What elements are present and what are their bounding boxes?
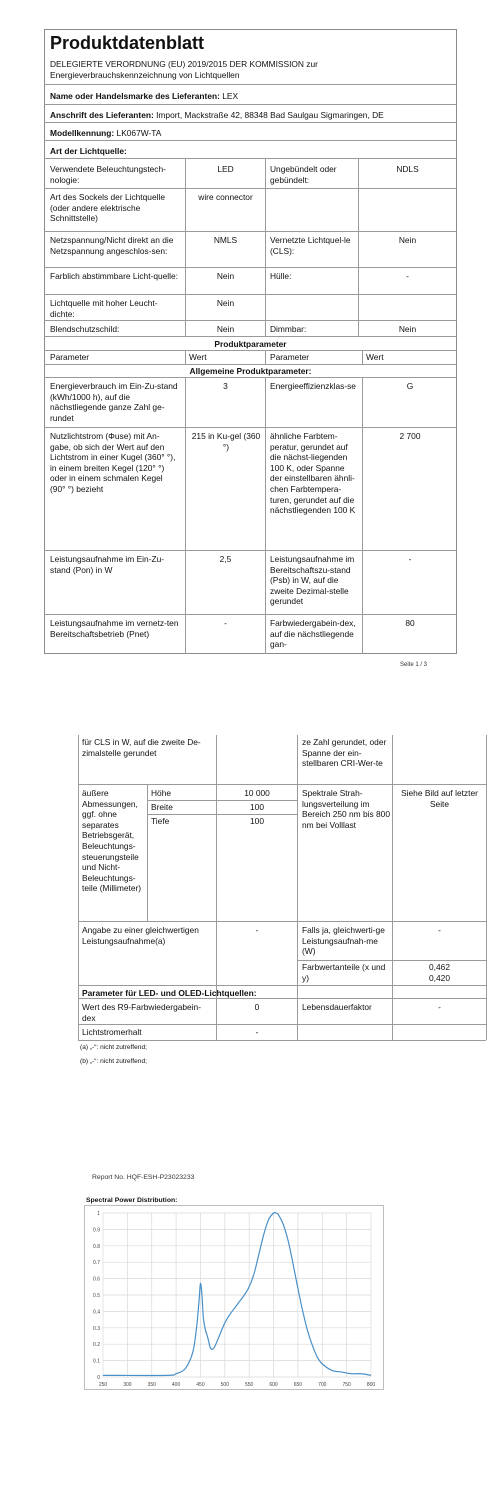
chromaticity-x: 0,462 — [429, 962, 450, 972]
y-tick-label: 0.1 — [93, 1358, 100, 1365]
cct-label: ähnliche Farbtem-peratur, gerundet auf die nächst-liegenden 100 K, oder Spanne der einstellbaren ähnli-chen Farbtempera-turen, gerundet auf die nächstliegenden 100 K — [270, 431, 356, 516]
col-value-header: Wert — [189, 352, 207, 362]
beam-label: Ungebündelt oder gebündelt: — [270, 164, 337, 185]
supplier-value: LEX — [222, 91, 239, 101]
r9-label: Wert des R9-Farbwiedergabein-dex — [82, 1002, 202, 1023]
envelope-value: - — [406, 271, 409, 281]
x-tick-label: 350 — [147, 1382, 156, 1388]
mains-label: Netzspannung/Nicht direkt an die Netzspannung angeschlos-sen: — [50, 235, 174, 256]
efficiency-class-label: Energieeffizienzklas-se — [270, 381, 356, 391]
lumen-maintenance-label: Lichtstromerhalt — [82, 1027, 142, 1037]
model-label: Modellkennung: — [50, 128, 115, 138]
address-row — [50, 110, 450, 121]
depth-label: Tiefe — [151, 816, 170, 826]
standby-power-value: - — [408, 554, 412, 564]
x-tick-label: 450 — [196, 1382, 205, 1388]
y-tick-label: 0.6 — [93, 1276, 100, 1283]
lightsource-type-label: Art der Lichtquelle: — [50, 146, 127, 156]
regulation-text: DELEGIERTE VERORDNUNG (EU) 2019/2015 DER KOMMISSION zur Energieverbrauchskennzeichnung von Lichtquellen — [50, 59, 318, 80]
socket-value: wire connector — [198, 192, 253, 202]
col-param-header-2: Parameter — [270, 352, 310, 362]
led-params-header: Parameter für LED- und OLED-Lichtquellen: — [82, 988, 257, 998]
spectral-power-chart — [84, 1205, 384, 1390]
on-mode-power-value: 2,5 — [219, 554, 232, 564]
y-tick-label: 0 — [97, 1375, 100, 1381]
x-tick-label: 600 — [269, 1382, 278, 1388]
x-tick-label: 400 — [171, 1382, 181, 1388]
cri-continued: ze Zahl gerundet, oder Spanne der ein-stellbaren CRI-Wer-te — [302, 737, 387, 769]
spectral-value: Siehe Bild auf letzter Seite — [401, 788, 478, 809]
model-row — [50, 128, 450, 139]
socket-label: Art des Sockels der Lichtquelle (oder andere elektrische Schnittstelle) — [50, 192, 165, 224]
high-luminance-value: Nein — [216, 298, 235, 308]
x-tick-label: 500 — [220, 1382, 229, 1388]
chart-title: Spectral Power Distribution: — [86, 1197, 178, 1204]
cct-value: 2 700 — [399, 431, 421, 441]
footnote-b: (b) „-“: nicht zutreffend; — [80, 1058, 147, 1065]
on-mode-power-label: Leistungsaufnahme im Ein-Zu-stand (Pon) in W — [50, 554, 165, 575]
page-title: Produktdatenblatt — [50, 33, 205, 53]
x-tick-label: 750 — [342, 1382, 351, 1388]
dimmable-label: Dimmbar: — [270, 324, 307, 334]
energy-consumption-value: 3 — [223, 381, 228, 391]
footnote-a: (a) „-“: nicht zutreffend; — [80, 1044, 147, 1051]
survival-factor-value: - — [438, 1002, 441, 1012]
mains-value: NMLS — [213, 235, 238, 245]
x-tick-label: 250 — [98, 1382, 108, 1388]
col-value-header-2: Wert — [366, 352, 384, 362]
y-tick-label: 0.3 — [93, 1325, 100, 1332]
depth-value: 100 — [250, 816, 264, 826]
survival-factor-label: Lebensdauerfaktor — [302, 1002, 372, 1012]
y-tick-label: 0.7 — [93, 1260, 100, 1267]
width-value: 100 — [250, 802, 264, 812]
y-tick-label: 0.4 — [93, 1309, 100, 1316]
tech-value: LED — [217, 164, 234, 174]
y-tick-label: 0.8 — [93, 1243, 100, 1250]
equivalent-power-2-label: Falls ja, gleichwerti-ge Leistungsaufnah-me (W) — [302, 925, 385, 957]
lumen-maintenance-value: - — [255, 1027, 259, 1037]
x-tick-label: 550 — [245, 1382, 254, 1388]
height-value: 10 000 — [244, 788, 270, 798]
y-tick-label: 1 — [97, 1211, 100, 1217]
equivalent-power-2-value: - — [438, 925, 441, 935]
model-value: LK067W-TA — [116, 128, 162, 138]
report-number: Report No. HQF-ESH-P23023233 — [92, 1174, 195, 1181]
width-label: Breite — [151, 802, 173, 812]
x-tick-label: 300 — [123, 1382, 132, 1388]
y-tick-label: 0.9 — [93, 1227, 100, 1234]
supplier-label: Name oder Handelsmarke des Lieferanten: — [50, 91, 220, 101]
chart-frame — [85, 1206, 384, 1390]
address-label: Anschrift des Lieferanten: — [50, 110, 154, 120]
dimensions-label: äußere Abmessungen, ggf. ohne separates Betriebsgerät, Beleuchtungs-steuerungsteile und Nicht-Beleuchtungs-teile (Millimeter) — [82, 788, 142, 894]
standby-power-label: Leistungsaufnahme im Bereitschaftszu-stand (Psb) in W, auf die zweite Dezimal-stelle gerundet — [270, 554, 355, 607]
tech-label: Verwendete Beleuchtungstech-nologie: — [50, 164, 166, 185]
page-number: Seite 1 / 3 — [400, 662, 428, 668]
r9-value: 0 — [254, 1002, 260, 1012]
dimmable-value: Nein — [398, 324, 417, 334]
equivalent-power-value: - — [255, 925, 259, 935]
chromaticity-label: Farbwertanteile (x und y) — [302, 962, 386, 983]
y-tick-label: 0.2 — [93, 1342, 100, 1349]
networked-standby-value: - — [224, 618, 227, 628]
efficiency-class-value: G — [406, 381, 414, 391]
cri-label: Farbwiedergabein-dex, auf die nächstliegende gan- — [270, 618, 356, 650]
x-tick-label: 800 — [366, 1382, 376, 1388]
cls-standby-continued: für CLS in W, auf die zweite De-zimalstelle gerundet — [82, 737, 201, 758]
general-params-header: Allgemeine Produktparameter: — [189, 366, 312, 376]
x-tick-label: 700 — [318, 1382, 327, 1388]
x-tick-label: 650 — [293, 1382, 303, 1388]
networked-standby-label: Leistungsaufnahme im vernetz-ten Bereitschaftsbetrieb (Pnet) — [50, 618, 179, 639]
product-params-header: Produktparameter — [214, 339, 287, 349]
luminous-flux-value: 215 in Ku-gel (360 °) — [191, 431, 261, 452]
height-label: Höhe — [151, 788, 172, 798]
beam-value: NDLS — [396, 164, 419, 174]
tunable-value: Nein — [216, 271, 235, 281]
luminous-flux-label: Nutzlichtstrom (Φuse) mit An-gabe, ob sich der Wert auf den Lichtstrom in einer Kugel (360° °), in einem breiten Kegel (120° °) oder in einem schmalen Kegel (90° °) bezieht — [50, 431, 176, 494]
chromaticity-y: 0,420 — [429, 973, 450, 983]
spectral-label: Spektrale Strah-lungsverteilung im Bereich 250 nm bis 800 nm bei Volllast — [302, 788, 390, 830]
envelope-label: Hülle: — [270, 271, 292, 281]
cls-value: Nein — [398, 235, 417, 245]
address-value: Import, Mackstraße 42, 88348 Bad Saulgau Sigmaringen, DE — [156, 110, 384, 120]
high-luminance-label: Lichtquelle mit hoher Leucht-dichte: — [50, 298, 158, 319]
tunable-label: Farblich abstimmbare Licht-quelle: — [50, 271, 179, 281]
cri-value: 80 — [405, 618, 415, 628]
cls-label: Vernetzte Lichtquel-le (CLS): — [270, 235, 351, 256]
y-tick-label: 0.5 — [93, 1293, 100, 1299]
supplier-row — [50, 91, 450, 102]
glare-label: Blendschutzschild: — [50, 324, 120, 334]
energy-consumption-label: Energieverbrauch im Ein-Zu-stand (kWh/1000 h), auf die nächstliegende ganze Zahl ge-rundet — [50, 381, 178, 423]
glare-value: Nein — [216, 324, 235, 334]
col-param-header: Parameter — [50, 352, 90, 362]
equivalent-power-label: Angabe zu einer gleichwertigen Leistungsaufnahme(a) — [82, 925, 199, 946]
